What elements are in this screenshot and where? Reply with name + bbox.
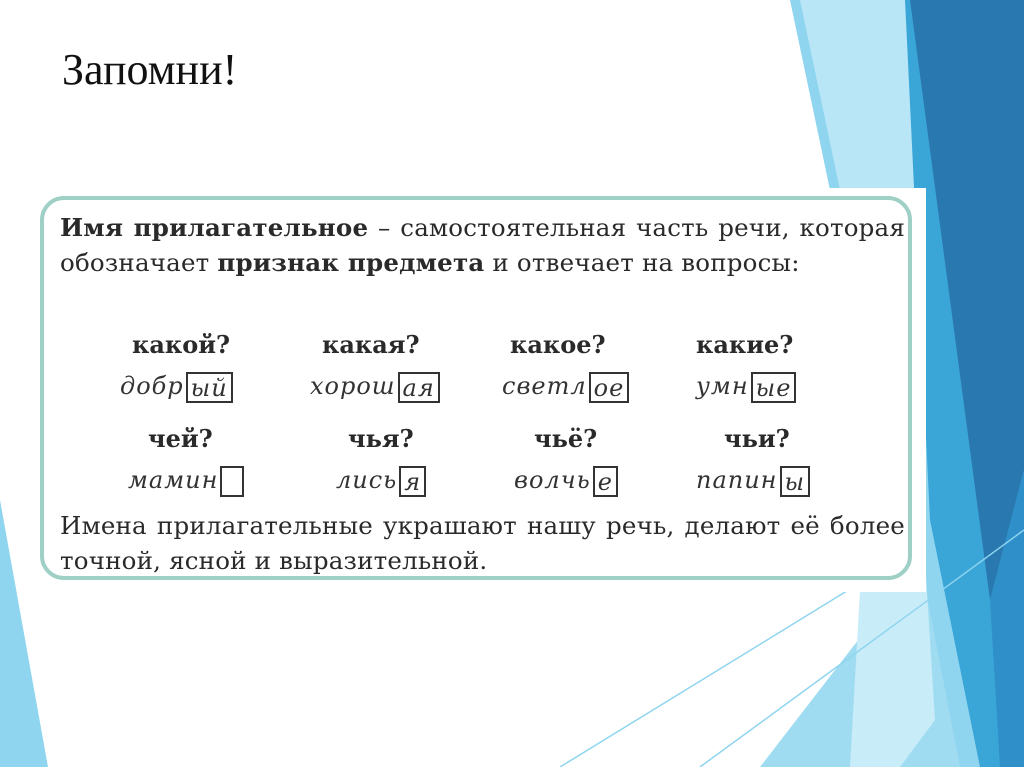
ending-box: е	[593, 466, 618, 497]
conclusion-text: Имена прилагательные украшают нашу речь, делают её более точной, ясной и выразительной.	[60, 511, 905, 575]
ending-box: ый	[186, 372, 233, 403]
slide-title: Запомни!	[62, 45, 238, 94]
dash: –	[368, 213, 401, 242]
ending-box: ы	[780, 466, 811, 497]
definition-part2: и отвечает на вопросы:	[484, 248, 800, 277]
example-lisya	[336, 466, 426, 497]
question-chya: чья?	[348, 424, 414, 453]
example-stem: хорош	[310, 372, 396, 400]
question-chyi: чьи?	[724, 424, 790, 453]
example-stem: лись	[336, 466, 398, 494]
definition-part1: самостоятельная часть речи, которая обозначает	[60, 213, 906, 277]
example-svetloe	[502, 372, 629, 403]
example-stem: папин	[696, 466, 778, 494]
ending-box: ая	[398, 372, 440, 403]
ending-box: ые	[751, 372, 797, 403]
question-kakie: какие?	[696, 330, 794, 359]
ending-box: я	[399, 466, 426, 497]
example-volchye	[514, 466, 618, 497]
example-umnye	[696, 372, 796, 403]
definition-card	[40, 196, 912, 580]
ending-box-empty	[220, 466, 244, 497]
example-stem: добр	[120, 372, 184, 400]
definition-bold: признак предмета	[217, 248, 485, 277]
example-dobry	[120, 372, 233, 403]
ending-box: ое	[589, 372, 630, 403]
question-chey: чей?	[148, 424, 213, 453]
example-stem: светл	[502, 372, 587, 400]
question-kakoe: какое?	[510, 330, 606, 359]
example-horoshaya	[310, 372, 440, 403]
term-label: Имя прилагательное	[60, 213, 369, 242]
example-stem: волчь	[514, 466, 591, 494]
example-papiny	[696, 466, 810, 497]
example-stem: умн	[696, 372, 749, 400]
example-stem: мамин	[128, 466, 219, 494]
definition-text	[60, 210, 905, 280]
question-chyo: чьё?	[534, 424, 598, 453]
example-mamin	[128, 466, 244, 497]
question-kakoy: какой?	[132, 330, 231, 359]
question-kakaya: какая?	[322, 330, 420, 359]
